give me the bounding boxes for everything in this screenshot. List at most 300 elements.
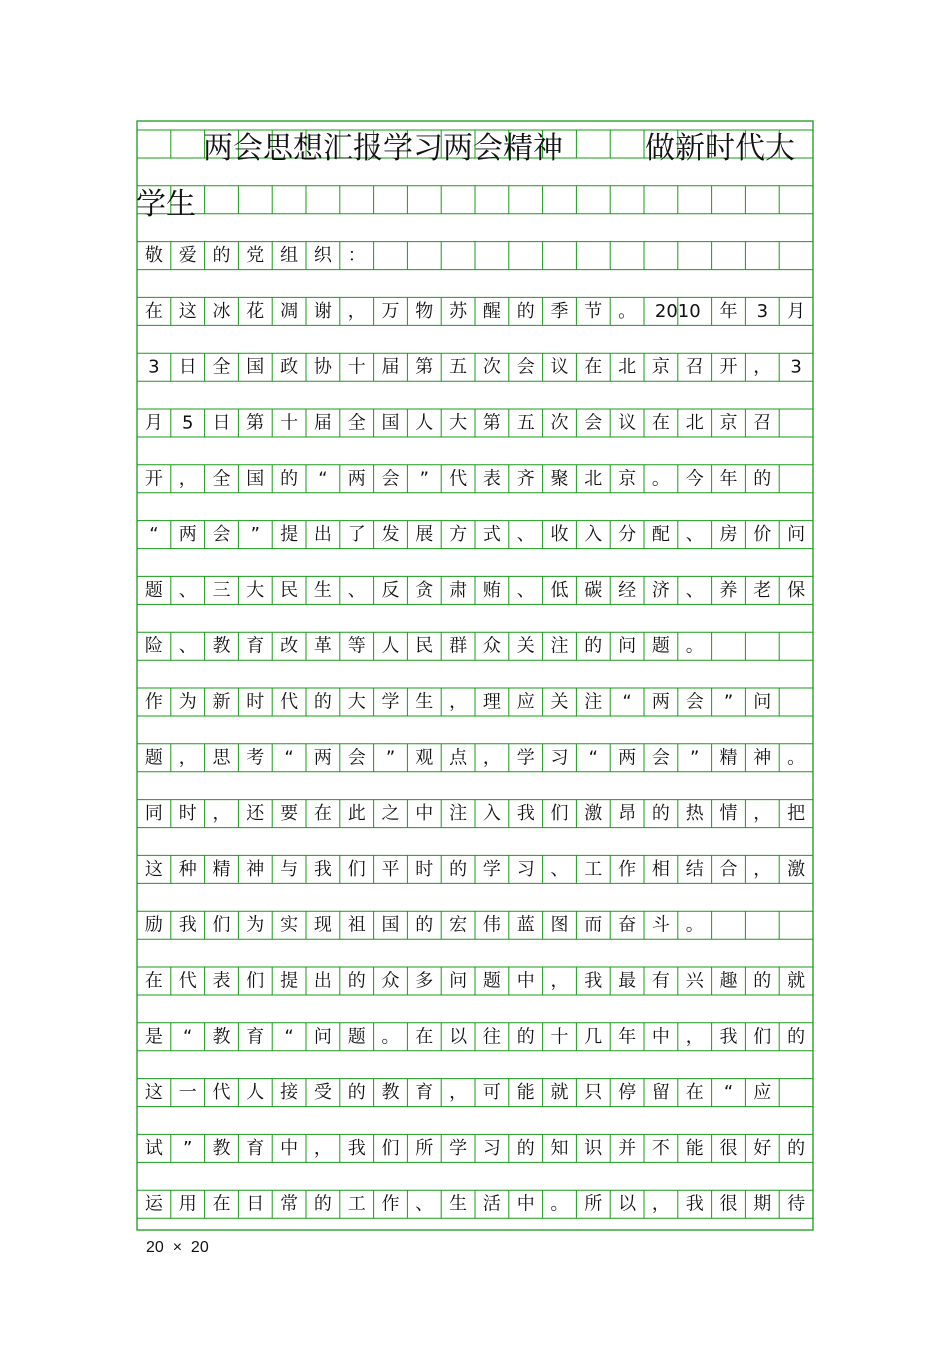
- grid-character: 会: [651, 747, 670, 769]
- grid-character: 学: [516, 747, 535, 769]
- grid-character: 题: [144, 579, 163, 601]
- grid-character: 人: [415, 412, 434, 434]
- grid-character: 我: [584, 970, 603, 992]
- grid-character: ，: [753, 858, 772, 880]
- grid-character: 中: [516, 1193, 535, 1215]
- grid-character: ：: [347, 245, 366, 267]
- grid-character: 改: [280, 635, 299, 657]
- grid-character: 。: [381, 1026, 400, 1048]
- grid-character: 贪: [415, 579, 434, 601]
- grid-character: 教: [212, 635, 231, 657]
- grid-character: “: [284, 1026, 294, 1048]
- grid-character: 教: [381, 1082, 400, 1104]
- grid-character: 两: [178, 524, 197, 546]
- grid-character: 育: [415, 1082, 434, 1104]
- grid-character: 反: [381, 579, 400, 601]
- grid-character: 大: [347, 691, 366, 713]
- grid-character: 国: [246, 468, 265, 490]
- grid-character: 入: [584, 524, 603, 546]
- grid-character: 会: [685, 691, 704, 713]
- grid-character: 的: [516, 1137, 535, 1159]
- grid-character: 我: [313, 858, 332, 880]
- grid-character: 激: [787, 858, 806, 880]
- grid-character: 们: [246, 970, 265, 992]
- grid-character: 代: [178, 970, 197, 992]
- grid-character: 我: [719, 1026, 738, 1048]
- grid-character: 常: [280, 1193, 299, 1215]
- grid-character: 受: [313, 1082, 332, 1104]
- grid-character: 的: [651, 803, 670, 825]
- grid-character: 月: [787, 300, 806, 322]
- grid-character: 节: [584, 300, 603, 322]
- grid-character: 习: [482, 1137, 501, 1159]
- grid-character: 月: [144, 412, 163, 434]
- grid-character: 并: [618, 1137, 637, 1159]
- grid-character: 党: [246, 245, 265, 267]
- grid-character: 、: [516, 579, 535, 601]
- grid-character: 可: [482, 1082, 501, 1104]
- grid-character: 们: [381, 1137, 400, 1159]
- grid-character: 关: [516, 635, 535, 657]
- grid-character: 五: [449, 356, 468, 378]
- grid-character: 在: [144, 970, 163, 992]
- grid-character: ，: [685, 1026, 704, 1048]
- grid-character: 日: [178, 356, 197, 378]
- grid-character: 年: [618, 1026, 637, 1048]
- grid-character: 精: [212, 858, 231, 880]
- grid-character: 。: [685, 914, 704, 936]
- grid-character: 题: [482, 970, 501, 992]
- grid-character: 神: [246, 858, 265, 880]
- grid-character: 这: [178, 300, 197, 322]
- grid-character: 两: [651, 691, 670, 713]
- title-line-2: 学生: [136, 187, 196, 222]
- grid-character: 教: [212, 1026, 231, 1048]
- grid-character: 民: [280, 579, 299, 601]
- grid-character: 的: [753, 468, 772, 490]
- grid-character: 全: [347, 412, 366, 434]
- grid-character: 国: [381, 914, 400, 936]
- grid-character: 革: [313, 635, 332, 657]
- grid-character: 贿: [482, 579, 501, 601]
- grid-character: 出: [313, 970, 332, 992]
- grid-character: 题: [347, 1026, 366, 1048]
- grid-character: 3: [756, 300, 769, 322]
- body-text: [145, 245, 805, 1215]
- grid-character: 精: [719, 747, 738, 769]
- grid-character: 往: [482, 1026, 501, 1048]
- grid-character: 接: [280, 1082, 299, 1104]
- grid-character: 识: [584, 1137, 603, 1159]
- grid-character: 保: [787, 579, 806, 601]
- grid-character: ，: [347, 300, 366, 322]
- grid-character: 聚: [550, 468, 569, 490]
- grid-character: ，: [212, 803, 231, 825]
- grid-character: 分: [618, 524, 637, 546]
- grid-character: 低: [550, 579, 569, 601]
- grid-character: 爱: [178, 245, 197, 267]
- grid-character: 结: [685, 858, 704, 880]
- grid-character: 趣: [719, 970, 738, 992]
- grid-character: 种: [178, 858, 197, 880]
- grid-character: 的: [212, 245, 231, 267]
- grid-character: 第: [482, 412, 501, 434]
- grid-character: “: [183, 1026, 193, 1048]
- grid-character: 我: [347, 1137, 366, 1159]
- grid-character: 的: [584, 635, 603, 657]
- grid-character: 所: [584, 1193, 603, 1215]
- grid-character: 时: [415, 858, 434, 880]
- grid-character: ”: [183, 1137, 193, 1159]
- grid-character: 收: [550, 524, 569, 546]
- grid-character: 我: [516, 803, 535, 825]
- grid-character: 价: [753, 524, 772, 546]
- grid-character: 代: [280, 691, 299, 713]
- grid-character: 出: [313, 524, 332, 546]
- grid-character: 醒: [482, 300, 501, 322]
- grid-character: 苏: [449, 300, 468, 322]
- grid-character: 活: [482, 1193, 501, 1215]
- grid-character: 的: [347, 1082, 366, 1104]
- grid-character: 就: [550, 1082, 569, 1104]
- grid-character: 热: [685, 803, 704, 825]
- grid-character: 两: [313, 747, 332, 769]
- grid-character: 育: [246, 1026, 265, 1048]
- grid-character: 而: [584, 914, 603, 936]
- grid-character: 祖: [347, 914, 366, 936]
- grid-character: 学: [449, 1137, 468, 1159]
- grid-character: 人: [381, 635, 400, 657]
- grid-character: 情: [719, 803, 738, 825]
- grid-character: 考: [246, 747, 265, 769]
- grid-character: “: [588, 747, 598, 769]
- grid-character: 民: [415, 635, 434, 657]
- grid-character: 最: [618, 970, 637, 992]
- grid-character: 题: [144, 747, 163, 769]
- grid-character: 。: [651, 468, 670, 490]
- grid-character: 的: [313, 691, 332, 713]
- grid-character: 两: [347, 468, 366, 490]
- grid-character: 几: [584, 1026, 603, 1048]
- grid-character: 展: [415, 524, 434, 546]
- grid-character: 的: [280, 468, 299, 490]
- grid-character: 3: [148, 356, 160, 378]
- grid-character: 点: [449, 747, 468, 769]
- title-line-1-part-2: 做新时代大: [645, 131, 795, 166]
- grid-character: 期: [753, 1193, 772, 1215]
- grid-character: 注: [584, 691, 603, 713]
- grid-character: 代: [449, 468, 468, 490]
- grid-character: 会: [584, 412, 603, 434]
- grid-character: 的: [787, 1137, 806, 1159]
- grid-character: 、: [178, 579, 197, 601]
- grid-character: 召: [753, 412, 772, 434]
- grid-character: ，: [482, 747, 501, 769]
- grid-character: 国: [381, 412, 400, 434]
- grid-character: 只: [584, 1082, 603, 1104]
- grid-character: 育: [246, 1137, 265, 1159]
- grid-character: 组: [280, 245, 299, 267]
- grid-character: 齐: [516, 468, 535, 490]
- grid-character: 式: [482, 524, 501, 546]
- grid-character: 这: [144, 858, 163, 880]
- grid-character: 次: [550, 412, 569, 434]
- grid-character: 神: [753, 747, 772, 769]
- grid-character: 五: [516, 412, 535, 434]
- grid-character: 是: [144, 1026, 163, 1048]
- grid-character: ，: [449, 1082, 468, 1104]
- grid-character: ，: [449, 691, 468, 713]
- grid-character: “: [318, 468, 328, 490]
- grid-character: 好: [753, 1137, 772, 1159]
- grid-character: 谢: [313, 300, 332, 322]
- grid-character: 问: [313, 1026, 332, 1048]
- grid-character: 年: [719, 468, 738, 490]
- grid-character: 图: [550, 914, 569, 936]
- grid-character: 的: [516, 1026, 535, 1048]
- grid-character: 人: [246, 1082, 265, 1104]
- grid-character: 全: [212, 468, 231, 490]
- grid-character: 、: [415, 1193, 434, 1215]
- grid-character: 北: [584, 468, 603, 490]
- grid-character: 次: [482, 356, 501, 378]
- grid-character: 中: [651, 1026, 670, 1048]
- grid-character: 宏: [449, 914, 468, 936]
- grid-character: 还: [246, 803, 265, 825]
- grid-character: 工: [347, 1193, 366, 1215]
- grid-character: 学: [482, 858, 501, 880]
- title: [136, 131, 795, 222]
- grid-character: 提: [280, 970, 299, 992]
- grid-character: 们: [347, 858, 366, 880]
- grid-character: 入: [482, 803, 501, 825]
- grid-character: 届: [313, 412, 332, 434]
- grid-character: 很: [719, 1193, 738, 1215]
- grid-border: [137, 121, 813, 1230]
- grid-character: 中: [415, 803, 434, 825]
- grid-character: 会: [347, 747, 366, 769]
- grid-character: 很: [719, 1137, 738, 1159]
- grid-character: 所: [415, 1137, 434, 1159]
- grid-character: ，: [550, 970, 569, 992]
- grid-character: 议: [618, 412, 637, 434]
- grid-character: “: [284, 747, 294, 769]
- grid-character: “: [622, 691, 632, 713]
- grid-character: 理: [482, 691, 501, 713]
- grid-character: 、: [685, 524, 704, 546]
- grid-character: 注: [449, 803, 468, 825]
- grid-character: 政: [280, 356, 299, 378]
- grid-character: 届: [381, 356, 400, 378]
- grid-character: 北: [618, 356, 637, 378]
- grid-character: 知: [550, 1137, 569, 1159]
- grid-character: 思: [212, 747, 231, 769]
- grid-character: 三: [212, 579, 231, 601]
- grid-character: 蓝: [516, 914, 535, 936]
- grid-character: 大: [246, 579, 265, 601]
- grid-character: 代: [212, 1082, 231, 1104]
- grid-character: 中: [280, 1137, 299, 1159]
- grid-character: ，: [753, 803, 772, 825]
- grid-character: ，: [178, 468, 197, 490]
- grid-character: 经: [618, 579, 637, 601]
- grid-character: 。: [787, 747, 806, 769]
- grid-character: 会: [381, 468, 400, 490]
- grid-character: 作: [144, 691, 163, 713]
- grid-character: 众: [381, 970, 400, 992]
- grid-character: ，: [178, 747, 197, 769]
- grid-character: 伟: [482, 914, 501, 936]
- grid-character: 留: [651, 1082, 670, 1104]
- grid-character: 会: [516, 356, 535, 378]
- grid-character: 我: [685, 1193, 704, 1215]
- grid-character: 工: [584, 858, 603, 880]
- grid-character: 同: [144, 803, 163, 825]
- grid-character: “: [149, 524, 159, 546]
- grid-character: 十: [347, 356, 366, 378]
- grid-character: 发: [381, 524, 400, 546]
- grid-character: 京: [618, 468, 637, 490]
- grid-character: 问: [449, 970, 468, 992]
- grid-character: ，: [651, 1193, 670, 1215]
- grid-character: 激: [584, 803, 603, 825]
- grid-character: 问: [618, 635, 637, 657]
- grid-character: 大: [449, 412, 468, 434]
- grid-character: 相: [651, 858, 670, 880]
- grid-character: ”: [385, 747, 396, 769]
- grid-character: 众: [482, 635, 501, 657]
- grid-character: 在: [651, 412, 670, 434]
- grid-character: 凋: [280, 300, 299, 322]
- grid-character: 题: [651, 635, 670, 657]
- grid-character: 与: [280, 858, 299, 880]
- grid-character: 昂: [618, 803, 637, 825]
- grid-character: 在: [685, 1082, 704, 1104]
- grid-lines: [137, 121, 813, 1230]
- grid-character: “: [723, 1082, 734, 1104]
- grid-character: 在: [313, 803, 332, 825]
- grid-character: 表: [482, 468, 501, 490]
- grid-character: 这: [144, 1082, 163, 1104]
- grid-character: 群: [449, 635, 468, 657]
- grid-character: 运: [144, 1193, 163, 1215]
- grid-character: 育: [246, 635, 265, 657]
- grid-character: 花: [246, 300, 265, 322]
- grid-character: 中: [516, 970, 535, 992]
- grid-character: 、: [347, 579, 366, 601]
- grid-character: 习: [550, 747, 569, 769]
- grid-character: 了: [347, 524, 366, 546]
- grid-character: 能: [516, 1082, 535, 1104]
- grid-character: 关: [550, 691, 569, 713]
- grid-character: 现: [313, 914, 332, 936]
- grid-character: 的: [347, 970, 366, 992]
- grid-character: 的: [415, 914, 434, 936]
- grid-character: 应: [516, 691, 535, 713]
- grid-character: 兴: [685, 970, 704, 992]
- grid-character: 。: [618, 300, 637, 322]
- grid-character: 十: [280, 412, 299, 434]
- grid-character: 时: [178, 803, 197, 825]
- grid-character: 问: [753, 691, 772, 713]
- grid-character: 养: [719, 579, 738, 601]
- grid-character: ”: [723, 691, 734, 713]
- grid-character: 停: [618, 1082, 637, 1104]
- grid-character: 生: [449, 1193, 468, 1215]
- grid-character: 试: [144, 1137, 163, 1159]
- grid-character: 励: [144, 914, 163, 936]
- grid-character: 斗: [651, 914, 670, 936]
- grid-character: 在: [415, 1026, 434, 1048]
- grid-character: 作: [618, 858, 637, 880]
- grid-character: 在: [584, 356, 603, 378]
- grid-character: 把: [787, 803, 806, 825]
- grid-character: 第: [415, 356, 434, 378]
- grid-character: 今: [685, 468, 704, 490]
- grid-character: 年: [719, 300, 738, 322]
- grid-character: 、: [685, 579, 704, 601]
- grid-character: 新: [212, 691, 231, 713]
- grid-character: 在: [212, 1193, 231, 1215]
- grid-character: 肃: [449, 579, 468, 601]
- grid-character: 2010: [654, 300, 701, 322]
- grid-character: 协: [313, 356, 332, 378]
- grid-character: 就: [787, 970, 806, 992]
- grid-character: 第: [246, 412, 265, 434]
- grid-character: 开: [144, 468, 163, 490]
- grid-character: 济: [651, 579, 670, 601]
- grid-character: 实: [280, 914, 299, 936]
- grid-character: 险: [144, 635, 163, 657]
- grid-character: 问: [787, 524, 806, 546]
- grid-character: ”: [690, 747, 700, 769]
- grid-character: 物: [415, 300, 434, 322]
- grid-character: 议: [550, 356, 569, 378]
- grid-character: 冰: [212, 300, 231, 322]
- grid-character: 用: [178, 1193, 197, 1215]
- grid-character: 我: [178, 914, 197, 936]
- grid-character: 学: [381, 691, 400, 713]
- grid-character: 在: [144, 300, 163, 322]
- grid-character: 敬: [144, 245, 163, 267]
- grid-character: 会: [212, 524, 231, 546]
- grid-character: 日: [212, 412, 231, 434]
- grid-character: 北: [685, 412, 704, 434]
- grid-character: 日: [246, 1193, 265, 1215]
- grid-character: 京: [651, 356, 670, 378]
- grid-character: 此: [347, 803, 366, 825]
- grid-character: 的: [787, 1026, 806, 1048]
- grid-character: 表: [212, 970, 231, 992]
- grid-character: 以: [618, 1193, 637, 1215]
- grid-character: 房: [719, 524, 738, 546]
- grid-character: 平: [381, 858, 400, 880]
- grid-character: ，: [753, 356, 772, 378]
- grid-character: 以: [449, 1026, 468, 1048]
- grid-character: 待: [787, 1193, 806, 1215]
- grid-character: 的: [516, 300, 535, 322]
- grid-character: 全: [212, 356, 231, 378]
- grid-character: 提: [280, 524, 299, 546]
- grid-character: 等: [347, 635, 366, 657]
- grid-character: 的: [313, 1193, 332, 1215]
- grid-character: 观: [415, 747, 434, 769]
- grid-character: 京: [719, 412, 738, 434]
- grid-character: 教: [212, 1137, 231, 1159]
- grid-character: 、: [516, 524, 535, 546]
- grid-character: 的: [449, 858, 468, 880]
- grid-character: 5: [181, 412, 194, 434]
